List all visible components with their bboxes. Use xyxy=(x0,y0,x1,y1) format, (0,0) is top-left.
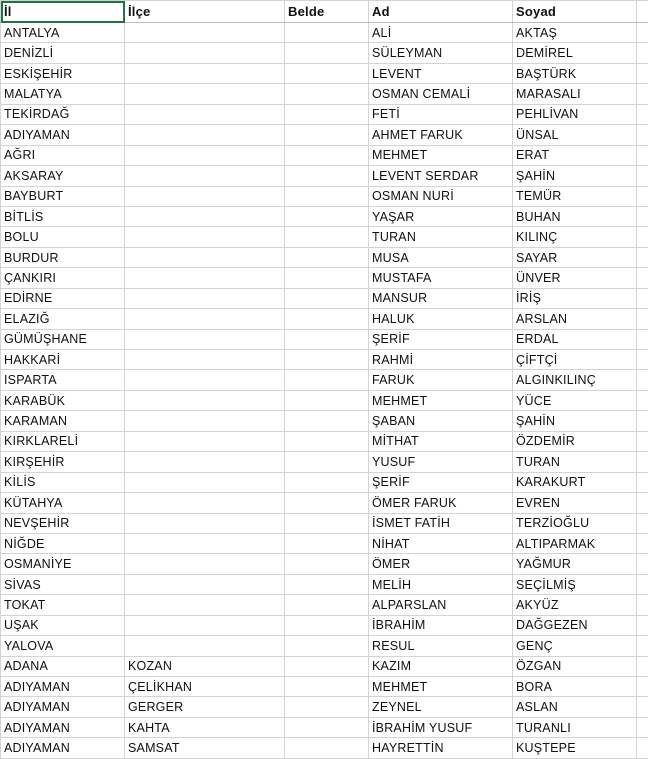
cell-ad[interactable]: İBRAHİM xyxy=(369,615,513,635)
empty-cell[interactable] xyxy=(637,23,648,43)
cell-ilce[interactable] xyxy=(125,615,285,635)
cell-belde[interactable] xyxy=(285,329,369,349)
cell-ilce[interactable] xyxy=(125,84,285,104)
table-row xyxy=(1,247,648,267)
empty-cell[interactable] xyxy=(637,697,648,717)
empty-cell[interactable] xyxy=(637,636,648,656)
cell-ad[interactable]: AHMET FARUK xyxy=(369,125,513,145)
table-row xyxy=(1,390,648,410)
cell-ilce[interactable] xyxy=(125,186,285,206)
cell-belde[interactable] xyxy=(285,288,369,308)
cell-ilce[interactable] xyxy=(125,227,285,247)
cell-ad[interactable]: ŞERİF xyxy=(369,472,513,492)
cell-ad[interactable]: MUSTAFA xyxy=(369,268,513,288)
cell-belde[interactable] xyxy=(285,84,369,104)
cell-belde[interactable] xyxy=(285,554,369,574)
cell-belde[interactable] xyxy=(285,43,369,63)
cell-soyad[interactable]: KARAKURT xyxy=(513,472,637,492)
table-body xyxy=(1,23,648,759)
cell-il[interactable]: NEVŞEHİR xyxy=(1,513,125,533)
cell-soyad[interactable]: ŞAHİN xyxy=(513,411,637,431)
cell-il[interactable]: TEKİRDAĞ xyxy=(1,104,125,124)
cell-ilce[interactable] xyxy=(125,288,285,308)
cell-ad[interactable]: ZEYNEL xyxy=(369,697,513,717)
empty-cell[interactable] xyxy=(637,350,648,370)
cell-ilce[interactable] xyxy=(125,533,285,553)
cell-belde[interactable] xyxy=(285,186,369,206)
cell-ilce[interactable] xyxy=(125,309,285,329)
cell-ad[interactable]: FARUK xyxy=(369,370,513,390)
table-row xyxy=(1,636,648,656)
cell-soyad[interactable]: AKTAŞ xyxy=(513,23,637,43)
cell-ilce[interactable] xyxy=(125,636,285,656)
cell-ad[interactable]: MELİH xyxy=(369,574,513,594)
header-cell-soyad[interactable]: Soyad xyxy=(513,1,637,23)
cell-ilce[interactable] xyxy=(125,329,285,349)
cell-belde[interactable] xyxy=(285,23,369,43)
cell-il[interactable]: SİVAS xyxy=(1,574,125,594)
cell-belde[interactable] xyxy=(285,615,369,635)
cell-belde[interactable] xyxy=(285,247,369,267)
cell-belde[interactable] xyxy=(285,63,369,83)
cell-belde[interactable] xyxy=(285,452,369,472)
table-row xyxy=(1,370,648,390)
cell-soyad[interactable]: DEMİREL xyxy=(513,43,637,63)
cell-il[interactable]: ADIYAMAN xyxy=(1,677,125,697)
empty-cell[interactable] xyxy=(637,186,648,206)
empty-cell[interactable] xyxy=(637,717,648,737)
empty-cell[interactable] xyxy=(637,247,648,267)
table-row xyxy=(1,63,648,83)
cell-soyad[interactable]: ASLAN xyxy=(513,697,637,717)
cell-soyad[interactable]: ÖZGAN xyxy=(513,656,637,676)
cell-il[interactable]: KIRŞEHİR xyxy=(1,452,125,472)
cell-il[interactable]: AKSARAY xyxy=(1,166,125,186)
cell-ilce[interactable] xyxy=(125,431,285,451)
cell-ad[interactable]: ÖMER FARUK xyxy=(369,493,513,513)
table-row xyxy=(1,104,648,124)
cell-ad[interactable]: RESUL xyxy=(369,636,513,656)
cell-belde[interactable] xyxy=(285,206,369,226)
cell-soyad[interactable]: DAĞGEZEN xyxy=(513,615,637,635)
table-row xyxy=(1,166,648,186)
cell-il[interactable]: ADIYAMAN xyxy=(1,738,125,758)
cell-soyad[interactable]: ALTIPARMAK xyxy=(513,533,637,553)
cell-belde[interactable] xyxy=(285,574,369,594)
cell-ilce[interactable] xyxy=(125,63,285,83)
table-row xyxy=(1,23,648,43)
cell-soyad[interactable]: SEÇİLMİŞ xyxy=(513,574,637,594)
cell-ilce[interactable] xyxy=(125,574,285,594)
empty-cell[interactable] xyxy=(637,43,648,63)
cell-ilce[interactable] xyxy=(125,247,285,267)
header-row xyxy=(1,1,648,23)
table-row xyxy=(1,656,648,676)
empty-cell[interactable] xyxy=(637,390,648,410)
cell-il[interactable]: GÜMÜŞHANE xyxy=(1,329,125,349)
cell-ad[interactable]: İBRAHİM YUSUF xyxy=(369,717,513,737)
cell-il[interactable]: BOLU xyxy=(1,227,125,247)
table-row xyxy=(1,717,648,737)
cell-il[interactable]: UŞAK xyxy=(1,615,125,635)
cell-belde[interactable] xyxy=(285,268,369,288)
cell-belde[interactable] xyxy=(285,390,369,410)
empty-cell[interactable] xyxy=(637,329,648,349)
cell-soyad[interactable]: PEHLİVAN xyxy=(513,104,637,124)
empty-cell[interactable] xyxy=(637,411,648,431)
cell-il[interactable]: AĞRI xyxy=(1,145,125,165)
cell-belde[interactable] xyxy=(285,493,369,513)
cell-soyad[interactable]: ÜNVER xyxy=(513,268,637,288)
table-row xyxy=(1,431,648,451)
cell-ilce[interactable]: KOZAN xyxy=(125,656,285,676)
cell-il[interactable]: ADANA xyxy=(1,656,125,676)
table-row xyxy=(1,554,648,574)
cell-belde[interactable] xyxy=(285,533,369,553)
cell-il[interactable]: ESKİŞEHİR xyxy=(1,63,125,83)
cell-soyad[interactable]: ŞAHİN xyxy=(513,166,637,186)
cell-ad[interactable]: HAYRETTİN xyxy=(369,738,513,758)
cell-belde[interactable] xyxy=(285,166,369,186)
cell-soyad[interactable]: GENÇ xyxy=(513,636,637,656)
cell-soyad[interactable]: AKYÜZ xyxy=(513,595,637,615)
cell-il[interactable]: ADIYAMAN xyxy=(1,717,125,737)
cell-belde[interactable] xyxy=(285,125,369,145)
cell-ilce[interactable] xyxy=(125,370,285,390)
cell-il[interactable]: ELAZIĞ xyxy=(1,309,125,329)
empty-cell[interactable] xyxy=(637,595,648,615)
table-row xyxy=(1,452,648,472)
table-row xyxy=(1,472,648,492)
cell-soyad[interactable]: EVREN xyxy=(513,493,637,513)
cell-belde[interactable] xyxy=(285,738,369,758)
cell-ilce[interactable] xyxy=(125,595,285,615)
cell-soyad[interactable]: KUŞTEPE xyxy=(513,738,637,758)
cell-il[interactable]: MALATYA xyxy=(1,84,125,104)
table-row xyxy=(1,738,648,758)
cell-soyad[interactable]: TERZİOĞLU xyxy=(513,513,637,533)
table-row xyxy=(1,186,648,206)
table-row xyxy=(1,329,648,349)
empty-cell[interactable] xyxy=(637,656,648,676)
empty-cell[interactable] xyxy=(637,227,648,247)
cell-ad[interactable]: MEHMET xyxy=(369,677,513,697)
table-row xyxy=(1,125,648,145)
cell-belde[interactable] xyxy=(285,431,369,451)
empty-cell[interactable] xyxy=(637,268,648,288)
empty-cell[interactable] xyxy=(637,574,648,594)
cell-belde[interactable] xyxy=(285,677,369,697)
table-row xyxy=(1,227,648,247)
cell-belde[interactable] xyxy=(285,595,369,615)
cell-il[interactable]: ISPARTA xyxy=(1,370,125,390)
cell-soyad[interactable]: ALGINKILINÇ xyxy=(513,370,637,390)
cell-soyad[interactable]: ÖZDEMİR xyxy=(513,431,637,451)
empty-cell[interactable] xyxy=(637,1,648,23)
cell-belde[interactable] xyxy=(285,636,369,656)
cell-ilce[interactable] xyxy=(125,206,285,226)
empty-cell[interactable] xyxy=(637,533,648,553)
cell-ilce[interactable] xyxy=(125,43,285,63)
cell-ilce[interactable]: ÇELİKHAN xyxy=(125,677,285,697)
cell-il[interactable]: ÇANKIRI xyxy=(1,268,125,288)
cell-ilce[interactable] xyxy=(125,166,285,186)
table-row xyxy=(1,268,648,288)
empty-cell[interactable] xyxy=(637,206,648,226)
empty-cell[interactable] xyxy=(637,104,648,124)
table-row xyxy=(1,84,648,104)
cell-il[interactable]: KİLİS xyxy=(1,472,125,492)
empty-cell[interactable] xyxy=(637,63,648,83)
cell-soyad[interactable]: YÜCE xyxy=(513,390,637,410)
cell-ilce[interactable] xyxy=(125,23,285,43)
cell-il[interactable]: ANTALYA xyxy=(1,23,125,43)
cell-il[interactable]: KARABÜK xyxy=(1,390,125,410)
empty-cell[interactable] xyxy=(637,493,648,513)
cell-ad[interactable]: FETİ xyxy=(369,104,513,124)
cell-belde[interactable] xyxy=(285,411,369,431)
cell-soyad[interactable]: BORA xyxy=(513,677,637,697)
cell-ad[interactable]: MANSUR xyxy=(369,288,513,308)
cell-soyad[interactable]: TURANLI xyxy=(513,717,637,737)
cell-ad[interactable]: MEHMET xyxy=(369,390,513,410)
cell-ilce[interactable] xyxy=(125,125,285,145)
cell-soyad[interactable]: TURAN xyxy=(513,452,637,472)
table-row xyxy=(1,43,648,63)
cell-il[interactable]: KIRKLARELİ xyxy=(1,431,125,451)
cell-il[interactable]: KARAMAN xyxy=(1,411,125,431)
cell-ilce[interactable] xyxy=(125,411,285,431)
empty-cell[interactable] xyxy=(637,288,648,308)
header-cell-ad[interactable]: Ad xyxy=(369,1,513,23)
header-cell-il[interactable]: İl xyxy=(1,1,125,23)
cell-ilce[interactable] xyxy=(125,145,285,165)
table-row xyxy=(1,350,648,370)
cell-ad[interactable]: MEHMET xyxy=(369,145,513,165)
cell-il[interactable]: ADIYAMAN xyxy=(1,125,125,145)
cell-ad[interactable]: RAHMİ xyxy=(369,350,513,370)
cell-ad[interactable]: SÜLEYMAN xyxy=(369,43,513,63)
cell-ilce[interactable] xyxy=(125,472,285,492)
empty-cell[interactable] xyxy=(637,615,648,635)
table-row xyxy=(1,615,648,635)
header-cell-belde[interactable]: Belde xyxy=(285,1,369,23)
table-row xyxy=(1,493,648,513)
cell-ilce[interactable] xyxy=(125,268,285,288)
cell-belde[interactable] xyxy=(285,104,369,124)
cell-ad[interactable]: HALUK xyxy=(369,309,513,329)
empty-cell[interactable] xyxy=(637,370,648,390)
cell-il[interactable]: BURDUR xyxy=(1,247,125,267)
header-cell-ilce[interactable]: İlçe xyxy=(125,1,285,23)
cell-il[interactable]: BAYBURT xyxy=(1,186,125,206)
table-row xyxy=(1,288,648,308)
cell-ad[interactable]: ALPARSLAN xyxy=(369,595,513,615)
empty-cell[interactable] xyxy=(637,677,648,697)
cell-ad[interactable]: MUSA xyxy=(369,247,513,267)
empty-cell[interactable] xyxy=(637,738,648,758)
table-row xyxy=(1,513,648,533)
empty-cell[interactable] xyxy=(637,125,648,145)
cell-belde[interactable] xyxy=(285,717,369,737)
cell-ilce[interactable] xyxy=(125,104,285,124)
cell-il[interactable]: ADIYAMAN xyxy=(1,697,125,717)
table-row xyxy=(1,533,648,553)
cell-soyad[interactable]: ERAT xyxy=(513,145,637,165)
cell-belde[interactable] xyxy=(285,350,369,370)
cell-ad[interactable]: KAZIM xyxy=(369,656,513,676)
table-row xyxy=(1,206,648,226)
cell-ad[interactable]: ÖMER xyxy=(369,554,513,574)
empty-cell[interactable] xyxy=(637,84,648,104)
cell-ilce[interactable] xyxy=(125,452,285,472)
cell-soyad[interactable]: MARASALI xyxy=(513,84,637,104)
cell-ad[interactable]: YAŞAR xyxy=(369,206,513,226)
cell-ilce[interactable]: GERGER xyxy=(125,697,285,717)
cell-ad[interactable]: LEVENT xyxy=(369,63,513,83)
cell-ad[interactable]: ALİ xyxy=(369,23,513,43)
cell-ad[interactable]: TURAN xyxy=(369,227,513,247)
empty-cell[interactable] xyxy=(637,431,648,451)
cell-belde[interactable] xyxy=(285,697,369,717)
cell-ad[interactable]: ŞERİF xyxy=(369,329,513,349)
cell-ilce[interactable]: SAMSAT xyxy=(125,738,285,758)
cell-soyad[interactable]: İRİŞ xyxy=(513,288,637,308)
cell-il[interactable]: YALOVA xyxy=(1,636,125,656)
cell-soyad[interactable]: YAĞMUR xyxy=(513,554,637,574)
table-row xyxy=(1,677,648,697)
cell-ad[interactable]: MİTHAT xyxy=(369,431,513,451)
cell-soyad[interactable]: BAŞTÜRK xyxy=(513,63,637,83)
cell-ilce[interactable] xyxy=(125,493,285,513)
cell-il[interactable]: KÜTAHYA xyxy=(1,493,125,513)
cell-ad[interactable]: ŞABAN xyxy=(369,411,513,431)
empty-cell[interactable] xyxy=(637,309,648,329)
empty-cell[interactable] xyxy=(637,513,648,533)
cell-il[interactable]: DENİZLİ xyxy=(1,43,125,63)
cell-ad[interactable]: OSMAN NURİ xyxy=(369,186,513,206)
cell-soyad[interactable]: TEMÜR xyxy=(513,186,637,206)
cell-il[interactable]: NİĞDE xyxy=(1,533,125,553)
cell-il[interactable]: TOKAT xyxy=(1,595,125,615)
table-row xyxy=(1,697,648,717)
cell-ad[interactable]: OSMAN CEMALİ xyxy=(369,84,513,104)
table-row xyxy=(1,411,648,431)
cell-belde[interactable] xyxy=(285,472,369,492)
cell-belde[interactable] xyxy=(285,309,369,329)
cell-il[interactable]: OSMANİYE xyxy=(1,554,125,574)
cell-ad[interactable]: İSMET FATİH xyxy=(369,513,513,533)
cell-ilce[interactable] xyxy=(125,390,285,410)
cell-belde[interactable] xyxy=(285,227,369,247)
table-row xyxy=(1,574,648,594)
cell-ilce[interactable] xyxy=(125,350,285,370)
empty-cell[interactable] xyxy=(637,145,648,165)
cell-belde[interactable] xyxy=(285,145,369,165)
empty-cell[interactable] xyxy=(637,554,648,574)
cell-soyad[interactable]: KILINÇ xyxy=(513,227,637,247)
empty-cell[interactable] xyxy=(637,472,648,492)
cell-il[interactable]: BİTLİS xyxy=(1,206,125,226)
cell-ad[interactable]: LEVENT SERDAR xyxy=(369,166,513,186)
cell-belde[interactable] xyxy=(285,370,369,390)
cell-soyad[interactable]: ÜNSAL xyxy=(513,125,637,145)
table-row xyxy=(1,309,648,329)
empty-cell[interactable] xyxy=(637,452,648,472)
cell-soyad[interactable]: ÇİFTÇİ xyxy=(513,350,637,370)
cell-il[interactable]: EDİRNE xyxy=(1,288,125,308)
cell-soyad[interactable]: ERDAL xyxy=(513,329,637,349)
empty-cell[interactable] xyxy=(637,166,648,186)
table-row xyxy=(1,145,648,165)
cell-belde[interactable] xyxy=(285,656,369,676)
table-row xyxy=(1,595,648,615)
cell-ilce[interactable] xyxy=(125,554,285,574)
cell-il[interactable]: HAKKARİ xyxy=(1,350,125,370)
cell-ad[interactable]: YUSUF xyxy=(369,452,513,472)
cell-soyad[interactable]: SAYAR xyxy=(513,247,637,267)
cell-ilce[interactable] xyxy=(125,513,285,533)
cell-belde[interactable] xyxy=(285,513,369,533)
cell-soyad[interactable]: BUHAN xyxy=(513,206,637,226)
cell-ad[interactable]: NİHAT xyxy=(369,533,513,553)
cell-ilce[interactable]: KAHTA xyxy=(125,717,285,737)
cell-soyad[interactable]: ARSLAN xyxy=(513,309,637,329)
